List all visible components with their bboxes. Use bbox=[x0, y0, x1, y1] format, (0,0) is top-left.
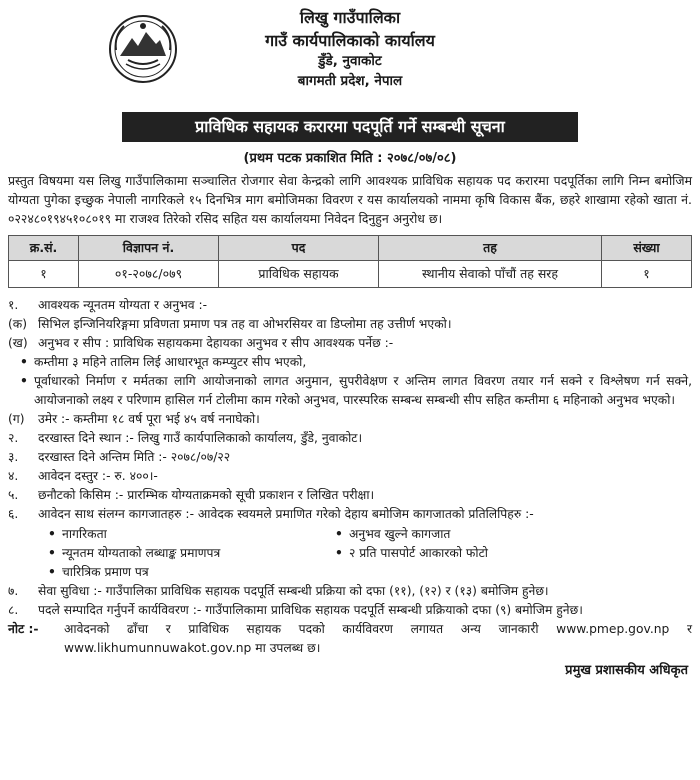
cell-post: प्राविधिक सहायक bbox=[219, 260, 379, 287]
header bbox=[8, 6, 692, 106]
col-count: संख्या bbox=[602, 235, 692, 260]
documents-list bbox=[48, 525, 622, 582]
list-item: (ख) अनुभव र सीप : प्राविधिक सहायकमा देहायका अनुभव र सीप आवश्यक पर्नेछ :- bbox=[8, 336, 394, 351]
publish-date: (प्रथम पटक प्रकाशित मिति : २०७८/०७/०८) bbox=[243, 151, 457, 167]
nepal-emblem-icon bbox=[108, 14, 178, 84]
office-name: गाउँ कार्यपालिकाको कार्यालय bbox=[265, 31, 435, 51]
note bbox=[8, 620, 692, 658]
col-ad-number: विज्ञापन नं. bbox=[79, 235, 219, 260]
col-post: पद bbox=[219, 235, 379, 260]
list-item: • अनुभव खुल्ने कागजात bbox=[335, 525, 622, 544]
note-label: नोट :- bbox=[8, 621, 39, 636]
office-address: डुँडे, नुवाकोट bbox=[318, 53, 382, 70]
signature: प्रमुख प्रशासकीय अधिकृत bbox=[565, 662, 688, 678]
table-header-row bbox=[9, 235, 692, 260]
bullet-icon: • bbox=[20, 374, 28, 389]
bullet-icon: • bbox=[335, 526, 343, 541]
bullet-icon: • bbox=[48, 564, 56, 579]
list-item: ५. छनौटको किसिम :- प्रारम्भिक योग्यताक्रमको सूची प्रकाशन र लिखित परीक्षा। bbox=[8, 488, 375, 503]
note-text: आवेदनको ढाँचा र प्राविधिक सहायक पदको कार्यविवरण लगायत अन्य जानकारी www.pmep.gov.np र www.likhumunnuwakot.gov.np मा उपलब्ध छ। bbox=[64, 621, 692, 655]
col-level: तह bbox=[379, 235, 602, 260]
bullet-icon: • bbox=[48, 545, 56, 560]
list-item: १. आवश्यक न्यूनतम योग्यता र अनुभव :- bbox=[8, 297, 208, 312]
list-item: २. दरखास्त दिने स्थान :- लिखु गाउँ कार्यपालिकाको कार्यालय, डुँडे, नुवाकोट। bbox=[8, 431, 363, 446]
list-item: • न्यूनतम योग्यताको लब्धाङ्क प्रमाणपत्र bbox=[48, 544, 335, 563]
list-item: • २ प्रति पासपोर्ट आकारको फोटो bbox=[335, 544, 622, 563]
province-name: बागमती प्रदेश, नेपाल bbox=[297, 72, 403, 89]
bullet-icon: • bbox=[48, 526, 56, 541]
col-serial: क्र.सं. bbox=[9, 235, 79, 260]
bullet-icon: • bbox=[335, 545, 343, 560]
list-item: ७. सेवा सुविधा :- गाउँपालिका प्राविधिक सहायक पदपूर्ति सम्बन्धी प्रक्रिया को दफा (११), (१२) र (१३) बमोजिम हुनेछ। bbox=[8, 583, 549, 598]
notice-title: प्राविधिक सहायक करारमा पदपूर्ति गर्ने सम्बन्धी सूचना bbox=[122, 112, 578, 142]
bullet-icon: • bbox=[20, 355, 28, 370]
list-item: ३. दरखास्त दिने अन्तिम मिति :- २०७८/०७/२२ bbox=[8, 450, 231, 465]
list-item: ६. आवेदन साथ संलग्न कागजातहरु :- आवेदक स्वयमले प्रमाणित गरेको देहाय बमोजिम कागजातको प्रतिलिपिहरु :- bbox=[8, 507, 534, 522]
table-row bbox=[9, 260, 692, 287]
list-item: ४. आवेदन दस्तुर :- रु. ४००।- bbox=[8, 469, 158, 484]
cell-count: १ bbox=[602, 260, 692, 287]
list-item: • नागरिकता bbox=[48, 525, 335, 544]
list-item: (ग) उमेर :- कम्तीमा १८ वर्ष पूरा भई ४५ वर्ष ननाघेको। bbox=[8, 412, 260, 427]
list-item: • कम्तीमा ३ महिने तालिम लिई आधारभूत कम्प्युटर सीप भएको, bbox=[20, 353, 692, 372]
experience-bullets bbox=[20, 353, 692, 410]
intro-paragraph: प्रस्तुत विषयमा यस लिखु गाउँपालिकामा सञ्चालित रोजगार सेवा केन्द्रको लागि आवश्यक प्राविधिक सहायक पद करारमा पदपूर्तिका लागि निम्न बमोजिम योग्यता पुगेका इच्छुक नेपाली नागरिकले १५ दिनभित्र माग बमोजिमका विवरण र यस कार्यालयको नाममा कृषि विकास बैंक, छहरे शाखामा रहेको खाता नं. ०२२४८०१९४५१०८०१९ मा राजश्व तिरेको रसिद सहित यस कार्यालयमा निवेदन दिनुहुन अनुरोध छ। bbox=[8, 173, 692, 227]
cell-serial: १ bbox=[9, 260, 79, 287]
cell-ad-number: ०१-२०७८/०७९ bbox=[79, 260, 219, 287]
requirements-list bbox=[8, 296, 692, 620]
list-item: ८. पदले सम्पादित गर्नुपर्ने कार्यविवरण :- गाउँपालिकामा प्राविधिक सहायक पदपूर्ति सम्बन्धी प्रक्रियाको दफा (९) बमोजिम हुनेछ। bbox=[8, 602, 583, 617]
municipality-name: लिखु गाउँपालिका bbox=[299, 8, 401, 27]
list-item: (क) सिभिल इन्जिनियरिङ्गमा प्रविणता प्रमाण पत्र तह वा ओभरसियर वा डिप्लोमा तह उत्तीर्ण भएको। bbox=[8, 316, 452, 331]
cell-level: स्थानीय सेवाको पाँचौं तह सरह bbox=[379, 260, 602, 287]
list-item: • पूर्वाधारको निर्माण र मर्मतका लागि आयोजनाको लागत अनुमान, सुपरीवेक्षण र अन्तिम लागत विवरण तयार गर्न सक्ने र विश्लेषण गर्न सक्ने, आयोजनाको लक्ष्य र परिणाम हासिल गर्न टोलीमा काम गरेको अनुभव, पारस्परिक सम्बन्ध सम्बन्धी सीप सहित कम्तीमा ६ महिनाको अनुभव भएको। bbox=[20, 372, 692, 410]
vacancy-table bbox=[8, 235, 692, 288]
list-item: • चारित्रिक प्रमाण पत्र bbox=[48, 563, 335, 582]
